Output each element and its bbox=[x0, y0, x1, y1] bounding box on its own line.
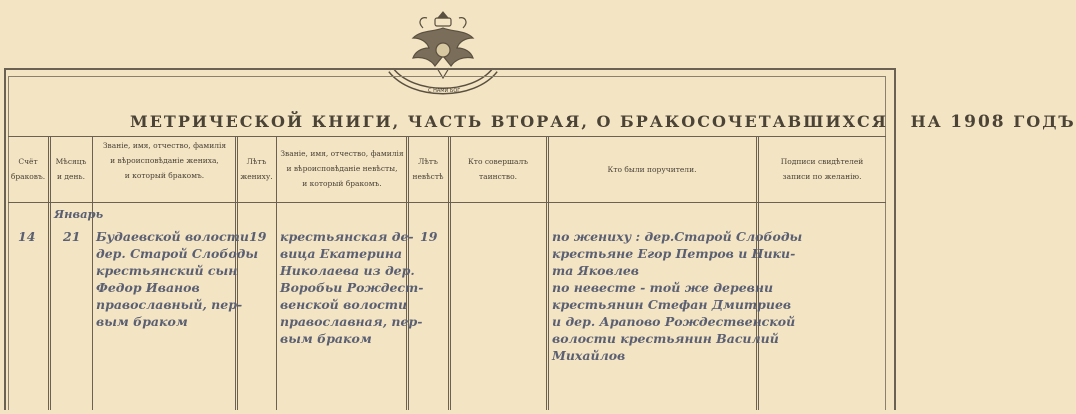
header-groom: Званіе, имя, отчество, фамилія и вѣроисповѣданіе жениха, и который бракомъ. bbox=[102, 141, 227, 180]
header-bride: Званіе, имя, отчество, фамилія и вѣроисповѣданіе невѣсты, и который бракомъ. bbox=[280, 149, 404, 188]
header-month-day: Мѣсяцъ и день. bbox=[55, 157, 87, 181]
header-bride-age: Лѣтъ невѣстѣ bbox=[412, 157, 444, 181]
record-groom: Будаевской волости дер. Старой Слободы крестьянский сын Федор Иванов православный, пер- вым браком bbox=[96, 229, 259, 329]
register-table bbox=[8, 136, 886, 410]
title-na: НА bbox=[910, 112, 943, 131]
title-god: ГОДЪ bbox=[1013, 112, 1076, 131]
header-signatures: Подписи свидѣтелей записи по желанію. bbox=[780, 157, 864, 181]
page-title bbox=[130, 112, 1076, 132]
record-groom-age: 19 bbox=[249, 229, 267, 244]
record-count: 14 bbox=[18, 229, 36, 244]
record-sponsors: по жениху : дер.Старой Слободы крестьяне Егор Петров и Ники- та Яковлев по невесте - той же деревни крестьянин Стефан Дмитриев и дер. Арапово Рождественской волости крестьянин Василий Михайлов bbox=[552, 229, 803, 363]
header-sponsors: Кто были поручители. bbox=[607, 165, 697, 174]
record-bride: крестьянская де- вица Екатерина Николаева из дер. Воробьи Рождест- венской волости православная, пер- вым браком bbox=[280, 229, 424, 346]
table-top-rule bbox=[8, 136, 886, 137]
record-day: 21 bbox=[63, 229, 81, 244]
header-count: Счёт браковъ. bbox=[10, 157, 46, 181]
header-bottom-rule bbox=[8, 202, 886, 203]
crest-motto: С НАМИ БОГ bbox=[428, 88, 461, 94]
title-year: 1908 bbox=[950, 112, 1006, 132]
record-bride-age: 19 bbox=[420, 229, 438, 244]
header-priest: Кто совершалъ таинство. bbox=[467, 157, 528, 181]
header-groom-age: Лѣтъ жениху. bbox=[240, 157, 273, 181]
record-month: Январь bbox=[54, 207, 104, 221]
title-text: МЕТРИЧЕСКОЙ КНИГИ, ЧАСТЬ ВТОРАЯ, О БРАКОСОЧЕТАВШИХСЯ bbox=[130, 112, 888, 131]
